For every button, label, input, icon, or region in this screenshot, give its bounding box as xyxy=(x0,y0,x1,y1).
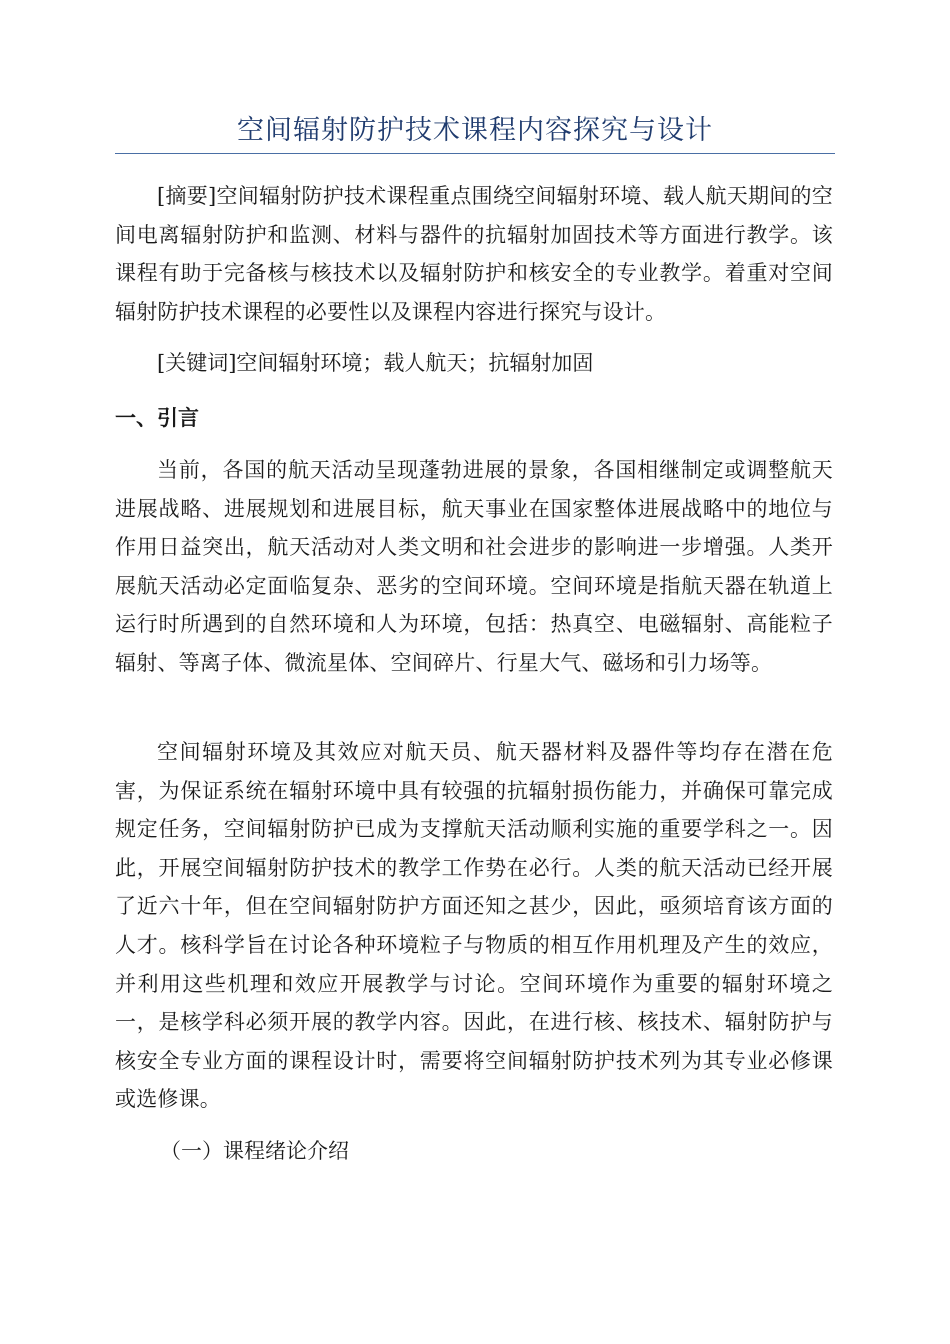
intro-paragraph-1: 当前，各国的航天活动呈现蓬勃进展的景象，各国相继制定或调整航天进展战略、进展规划和进展目标，航天事业在国家整体进展战略中的地位与作用日益突出，航天活动对人类文明和社会进步的影响进一步增强。人类开展航天活动必定面临复杂、恶劣的空间环境。空间环境是指航天器在轨道上运行时所遇到的自然环境和人为环境，包括：热真空、电磁辐射、高能粒子辐射、等离子体、微流星体、空间碎片、行星大气、磁场和引力场等。 xyxy=(115,458,833,675)
abstract-paragraph: [摘要]空间辐射防护技术课程重点围绕空间辐射环境、载人航天期间的空间电离辐射防护和监测、材料与器件的抗辐射加固技术等方面进行教学。该课程有助于完备核与核技术以及辐射防护和核安全的专业教学。着重对空间辐射防护技术课程的必要性以及课程内容进行探究与设计。 xyxy=(115,184,833,324)
intro-paragraph-2: 空间辐射环境及其效应对航天员、航天器材料及器件等均存在潜在危害，为保证系统在辐射环境中具有较强的抗辐射损伤能力，并确保可靠完成规定任务，空间辐射防护已成为支撑航天活动顺利实施的重要学科之一。因此，开展空间辐射防护技术的教学工作势在必行。人类的航天活动已经开展了近六十年，但在空间辐射防护方面还知之甚少，因此，亟须培育该方面的人才。核科学旨在讨论各种环境粒子与物质的相互作用机理及产生的效应，并利用这些机理和效应开展教学与讨论。空间环境作为重要的辐射环境之一，是核学科必须开展的教学内容。因此，在进行核、核技术、辐射防护与核安全专业方面的课程设计时，需要将空间辐射防护技术列为其专业必修课或选修课。 xyxy=(115,740,833,1112)
section-heading-introduction: 一、引言 xyxy=(115,406,199,430)
document-title: 空间辐射防护技术课程内容探究与设计 xyxy=(237,115,713,146)
subsection-heading-course-intro: （一）课程绪论介绍 xyxy=(160,1139,349,1163)
title-underline xyxy=(115,153,835,154)
keywords-line: [关键词]空间辐射环境；载人航天；抗辐射加固 xyxy=(157,351,594,375)
